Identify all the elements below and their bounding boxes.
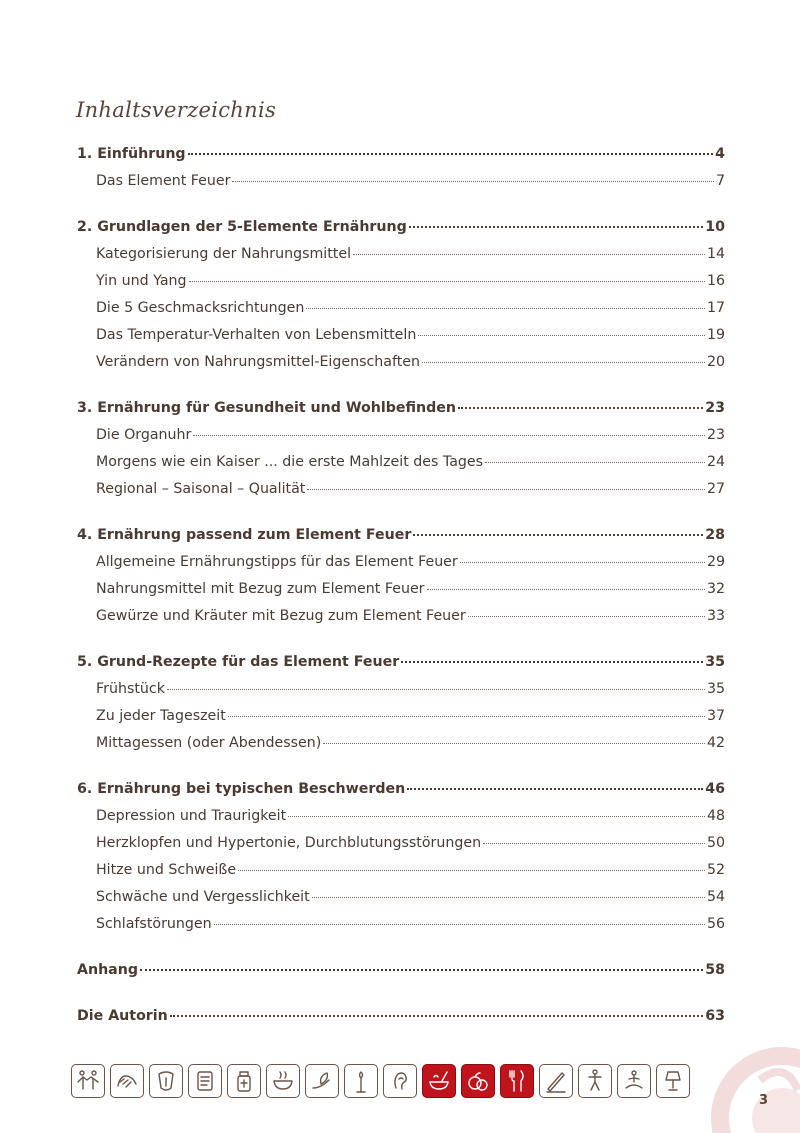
- toc-page-number: 42: [706, 735, 725, 751]
- toc-subentry[interactable]: [77, 808, 725, 835]
- toc-subentry[interactable]: [77, 681, 725, 708]
- toc-page-number: 37: [706, 708, 725, 724]
- dot-leader: [232, 181, 714, 182]
- toc-entry-title: Schlafstörungen: [96, 916, 212, 932]
- dot-leader: [170, 1015, 703, 1017]
- toc-entry-title: 5. Grund-Rezepte für das Element Feuer: [77, 654, 400, 670]
- dot-leader: [323, 743, 705, 744]
- toc-subentry[interactable]: [77, 427, 725, 454]
- toc-page-number: 46: [705, 781, 725, 797]
- toc-subentry[interactable]: [77, 481, 725, 508]
- toc-page-number: 33: [706, 608, 725, 624]
- toc-chapter-entry[interactable]: [77, 781, 725, 808]
- toc-page-number: 20: [706, 354, 725, 370]
- toc-entry-title: Die 5 Geschmacksrichtungen: [96, 300, 305, 316]
- dot-leader: [312, 897, 705, 898]
- toc-entry-title: Die Autorin: [77, 1008, 168, 1024]
- dot-leader: [485, 462, 705, 463]
- toc-entry-title: Die Organuhr: [96, 427, 192, 443]
- dot-leader: [140, 969, 703, 971]
- toc-chapter-entry[interactable]: [77, 527, 725, 554]
- toc-section: [77, 1008, 725, 1035]
- toc-page-number: 19: [706, 327, 725, 343]
- toc-page-number: 56: [706, 916, 725, 932]
- toc-section: [77, 219, 725, 381]
- scroll-icon: [188, 1064, 222, 1098]
- toc-subentry[interactable]: [77, 708, 725, 735]
- toc-subentry[interactable]: [77, 327, 725, 354]
- toc-section: [77, 654, 725, 762]
- toc-entry-title: 4. Ernährung passend zum Element Feuer: [77, 527, 412, 543]
- toc-entry-title: Yin und Yang: [96, 273, 187, 289]
- toc-entry-title: Morgens wie ein Kaiser ... die erste Mahlzeit des Tages: [96, 454, 484, 470]
- dot-leader: [483, 843, 705, 844]
- dot-leader: [409, 226, 703, 228]
- dot-leader: [418, 335, 705, 336]
- toc-page-number: 35: [706, 681, 725, 697]
- toc-subentry[interactable]: [77, 554, 725, 581]
- toc-subentry[interactable]: [77, 735, 725, 762]
- toc-entry-title: Gewürze und Kräuter mit Bezug zum Element Feuer: [96, 608, 466, 624]
- toc-entry-title: Nahrungsmittel mit Bezug zum Element Feuer: [96, 581, 425, 597]
- toc-page-number: 58: [705, 962, 725, 978]
- toc-subentry[interactable]: [77, 581, 725, 608]
- toc-entry-title: Depression und Traurigkeit: [96, 808, 287, 824]
- soup-bowl-icon: [266, 1064, 300, 1098]
- toc-page-number: 28: [705, 527, 725, 543]
- medicine-jar-icon: [227, 1064, 261, 1098]
- toc-page-number: 17: [706, 300, 725, 316]
- toc-page-number: 4: [715, 146, 725, 162]
- dot-leader: [214, 924, 705, 925]
- meditation-icon: [617, 1064, 651, 1098]
- toc-subentry[interactable]: [77, 246, 725, 273]
- dot-leader: [167, 689, 705, 690]
- dot-leader: [458, 407, 703, 409]
- toc-entry-title: Hitze und Schweiße: [96, 862, 237, 878]
- toc-subentry[interactable]: [77, 300, 725, 327]
- incense-icon: [344, 1064, 378, 1098]
- toc-subentry[interactable]: [77, 608, 725, 635]
- dot-leader: [238, 870, 705, 871]
- toc-entry-title: Verändern von Nahrungsmittel-Eigenschaften: [96, 354, 420, 370]
- cutlery-icon: [500, 1064, 534, 1098]
- dot-leader: [189, 281, 705, 282]
- toc-chapter-entry[interactable]: [77, 219, 725, 246]
- dot-leader: [353, 254, 705, 255]
- toc-page-number: 35: [705, 654, 725, 670]
- dot-leader: [407, 788, 703, 790]
- toc-chapter-entry[interactable]: [77, 654, 725, 681]
- toc-subentry[interactable]: [77, 354, 725, 381]
- toc-page-number: 54: [706, 889, 725, 905]
- element-icon-bar: [71, 1064, 690, 1098]
- writing-icon: [539, 1064, 573, 1098]
- toc-subentry[interactable]: [77, 889, 725, 916]
- handshake-icon: [71, 1064, 105, 1098]
- toc-page-number: 50: [706, 835, 725, 851]
- ear-icon: [383, 1064, 417, 1098]
- dot-leader: [460, 562, 705, 563]
- toc-subentry[interactable]: [77, 173, 725, 200]
- toc-page-number: 10: [705, 219, 725, 235]
- toc-chapter-entry[interactable]: [77, 962, 725, 989]
- toc-entry-title: Regional – Saisonal – Qualität: [96, 481, 306, 497]
- dot-leader: [307, 489, 705, 490]
- toc-page-number: 14: [706, 246, 725, 262]
- lamp-icon: [656, 1064, 690, 1098]
- toc-subentry[interactable]: [77, 862, 725, 889]
- dot-leader: [468, 616, 705, 617]
- toc-section: [77, 781, 725, 943]
- toc-page-number: 29: [706, 554, 725, 570]
- dot-leader: [427, 589, 705, 590]
- toc-section: [77, 962, 725, 989]
- toc-subentry[interactable]: [77, 916, 725, 943]
- toc-chapter-entry[interactable]: [77, 146, 725, 173]
- toc-chapter-entry[interactable]: [77, 400, 725, 427]
- page-number: 3: [759, 1093, 769, 1108]
- toc-page-number: 7: [715, 173, 725, 189]
- toc-page-number: 16: [706, 273, 725, 289]
- toc-entry-title: 3. Ernährung für Gesundheit und Wohlbefinden: [77, 400, 456, 416]
- toc-entry-title: Allgemeine Ernährungstipps für das Element Feuer: [96, 554, 458, 570]
- table-of-contents: [77, 146, 725, 1054]
- toc-subentry[interactable]: [77, 454, 725, 481]
- toc-entry-title: Anhang: [77, 962, 139, 978]
- herb-hand-icon: [305, 1064, 339, 1098]
- hands-icon: [110, 1064, 144, 1098]
- dot-leader: [228, 716, 705, 717]
- toc-section: [77, 400, 725, 508]
- toc-entry-title: Schwäche und Vergesslichkeit: [96, 889, 310, 905]
- toc-entry-title: Herzklopfen und Hypertonie, Durchblutungsstörungen: [96, 835, 482, 851]
- toc-entry-title: Das Element Feuer: [96, 173, 231, 189]
- dot-leader: [306, 308, 705, 309]
- dot-leader: [193, 435, 705, 436]
- toc-entry-title: Mittagessen (oder Abendessen): [96, 735, 322, 751]
- toc-page-number: 23: [706, 427, 725, 443]
- exercise-icon: [578, 1064, 612, 1098]
- mortar-bowl-icon: [422, 1064, 456, 1098]
- toc-section: [77, 146, 725, 200]
- toc-section: [77, 527, 725, 635]
- toc-page-number: 32: [706, 581, 725, 597]
- toc-subentry[interactable]: [77, 835, 725, 862]
- toc-page-number: 52: [706, 862, 725, 878]
- toc-page-number: 23: [705, 400, 725, 416]
- toc-entry-title: 6. Ernährung bei typischen Beschwerden: [77, 781, 406, 797]
- fruit-icon: [461, 1064, 495, 1098]
- toc-page-number: 63: [705, 1008, 725, 1024]
- dot-leader: [401, 661, 703, 663]
- toc-entry-title: 1. Einführung: [77, 146, 186, 162]
- dot-leader: [422, 362, 705, 363]
- dot-leader: [413, 534, 703, 536]
- tongue-icon: [149, 1064, 183, 1098]
- toc-entry-title: Zu jeder Tageszeit: [96, 708, 226, 724]
- toc-title: Inhaltsverzeichnis: [76, 98, 277, 122]
- toc-entry-title: Frühstück: [96, 681, 165, 697]
- dot-leader: [188, 153, 714, 155]
- toc-page-number: 24: [706, 454, 725, 470]
- toc-page-number: 48: [706, 808, 725, 824]
- toc-entry-title: Kategorisierung der Nahrungsmittel: [96, 246, 352, 262]
- dot-leader: [288, 816, 705, 817]
- toc-chapter-entry[interactable]: [77, 1008, 725, 1035]
- toc-entry-title: Das Temperatur-Verhalten von Lebensmitteln: [96, 327, 417, 343]
- toc-subentry[interactable]: [77, 273, 725, 300]
- toc-entry-title: 2. Grundlagen der 5-Elemente Ernährung: [77, 219, 407, 235]
- toc-page-number: 27: [706, 481, 725, 497]
- corner-decoration: [690, 1020, 800, 1133]
